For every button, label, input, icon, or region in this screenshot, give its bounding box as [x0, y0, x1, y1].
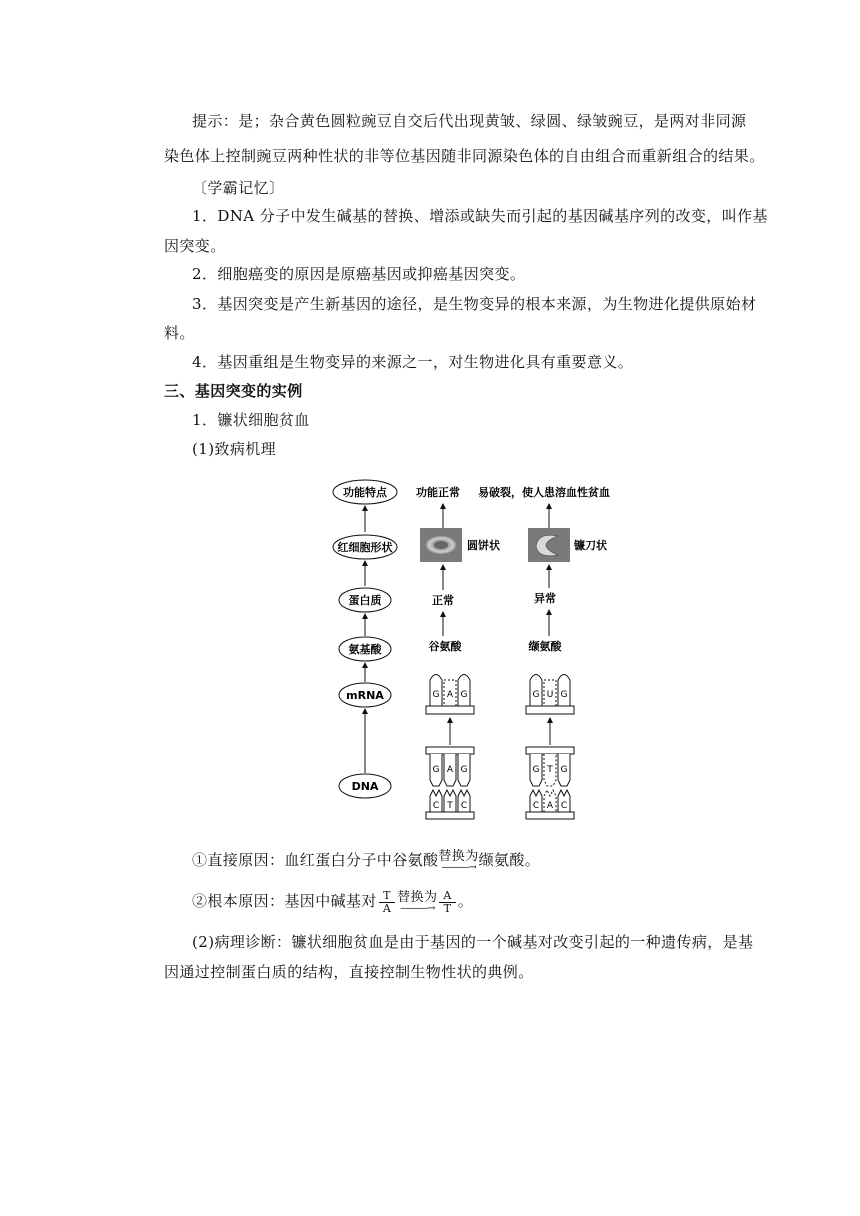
abnormal-dna-bottom-1: C — [532, 801, 540, 811]
root-cause-prefix: ②根本原因：基因中碱基对 — [192, 892, 377, 910]
normal-amino-acid-label: 谷氨酸 — [428, 640, 462, 653]
root-cause — [192, 886, 473, 916]
base-pair-before-bottom: A — [382, 901, 392, 915]
abnormal-column — [478, 485, 610, 819]
memory-item-1-line-2: 因突变。 — [164, 237, 226, 255]
direct-cause-prefix: ①直接原因：血红蛋白分子中谷氨酸 — [192, 851, 439, 869]
chain-label-shape: 红细胞形状 — [337, 541, 393, 554]
chain-label-amino-acid: 氨基酸 — [348, 643, 382, 656]
root-cause-arrow — [397, 891, 437, 913]
direct-cause-arrow — [438, 850, 478, 872]
chain-label-dna: DNA — [351, 780, 379, 793]
normal-mrna-base-2: A — [446, 690, 454, 700]
normal-protein-label: 正常 — [432, 594, 454, 607]
left-chain — [333, 480, 397, 798]
memory-item-3-line-2: 料。 — [164, 324, 195, 342]
base-pair-before-top: T — [379, 890, 395, 903]
diagnosis-line-1: (2)病理诊断：镰状细胞贫血是由于基因的一个碱基对改变引起的一种遗传病，是基 — [192, 933, 754, 951]
abnormal-function-label: 易破裂，使人患溶血性贫血 — [478, 486, 610, 499]
abnormal-mrna-base-1: G — [532, 690, 540, 700]
base-pair-before — [379, 890, 395, 915]
normal-dna-top-1: G — [432, 765, 440, 775]
direct-cause — [192, 846, 540, 874]
normal-shape-label: 圆饼状 — [467, 539, 500, 552]
memory-item-4: 4．基因重组是生物变异的来源之一，对生物进化具有重要意义。 — [192, 353, 634, 371]
chain-label-function: 功能特点 — [343, 486, 387, 499]
abnormal-dna-top-2: T — [547, 765, 553, 775]
direct-cause-suffix: 缬氨酸。 — [478, 851, 541, 869]
section-heading: 三、基因突变的实例 — [164, 382, 303, 400]
abnormal-mrna-base-2: U — [546, 690, 554, 700]
normal-dna-top-2: A — [446, 765, 454, 775]
memory-item-1-line-1: 1．DNA 分子中发生碱基的替换、增添或缺失而引起的基因碱基序列的改变，叫作基 — [192, 207, 768, 225]
chain-label-protein: 蛋白质 — [348, 594, 382, 607]
normal-dna-bottom-1: C — [432, 801, 440, 811]
base-pair-after-top: A — [439, 890, 455, 903]
hint-line-1: 提示：是；杂合黄色圆粒豌豆自交后代出现黄皱、绿圆、绿皱豌豆，是两对非同源 — [192, 112, 747, 130]
mechanism-title: (1)致病机理 — [192, 440, 277, 458]
normal-function-label: 功能正常 — [416, 486, 460, 499]
right-arrow-icon: ———→ — [441, 862, 476, 873]
normal-dna-bottom-3: C — [460, 801, 468, 811]
abnormal-mrna — [526, 675, 574, 715]
root-cause-suffix: 。 — [457, 892, 474, 910]
sickle-cell-image — [528, 528, 570, 562]
memory-item-3-line-1: 3．基因突变是产生新基因的途径，是生物变异的根本来源，为生物进化提供原始材 — [192, 295, 757, 313]
abnormal-amino-acid-label: 缬氨酸 — [528, 640, 562, 653]
normal-dna-top-3: G — [460, 765, 468, 775]
hint-line-2: 染色体上控制豌豆两种性状的非等位基因随非同源染色体的自由组合而重新组合的结果。 — [164, 147, 765, 165]
normal-dna — [426, 747, 474, 819]
normal-dna-bottom-2: T — [447, 801, 453, 811]
normal-mrna-base-3: G — [460, 690, 468, 700]
normal-column — [416, 485, 500, 819]
base-pair-after — [439, 890, 455, 915]
chain-label-mrna: mRNA — [346, 689, 384, 702]
abnormal-dna — [526, 747, 574, 819]
diagnosis-line-2: 因通过控制蛋白质的结构，直接控制生物性状的典例。 — [164, 963, 534, 981]
direct-arrow-label: 替换为 — [438, 849, 479, 864]
abnormal-dna-bottom-2: A — [546, 801, 554, 811]
normal-mrna — [426, 675, 474, 715]
abnormal-protein-label: 异常 — [534, 592, 556, 605]
memory-item-2: 2．细胞癌变的原因是原癌基因或抑癌基因突变。 — [192, 265, 526, 283]
sickle-cell-mechanism-diagram — [320, 470, 630, 835]
abnormal-dna-top-3: G — [560, 765, 568, 775]
abnormal-mrna-base-3: G — [560, 690, 568, 700]
subsection-title: 1．镰状细胞贫血 — [192, 411, 310, 429]
abnormal-dna-bottom-3: C — [560, 801, 568, 811]
right-arrow-icon: ———→ — [400, 903, 435, 914]
root-arrow-label: 替换为 — [397, 890, 438, 905]
normal-mrna-base-1: G — [432, 690, 440, 700]
base-pair-after-bottom: T — [443, 901, 452, 915]
abnormal-shape-label: 镰刀状 — [574, 539, 607, 552]
memory-title: 〔学霸记忆〕 — [192, 179, 285, 197]
abnormal-dna-top-1: G — [532, 765, 540, 775]
